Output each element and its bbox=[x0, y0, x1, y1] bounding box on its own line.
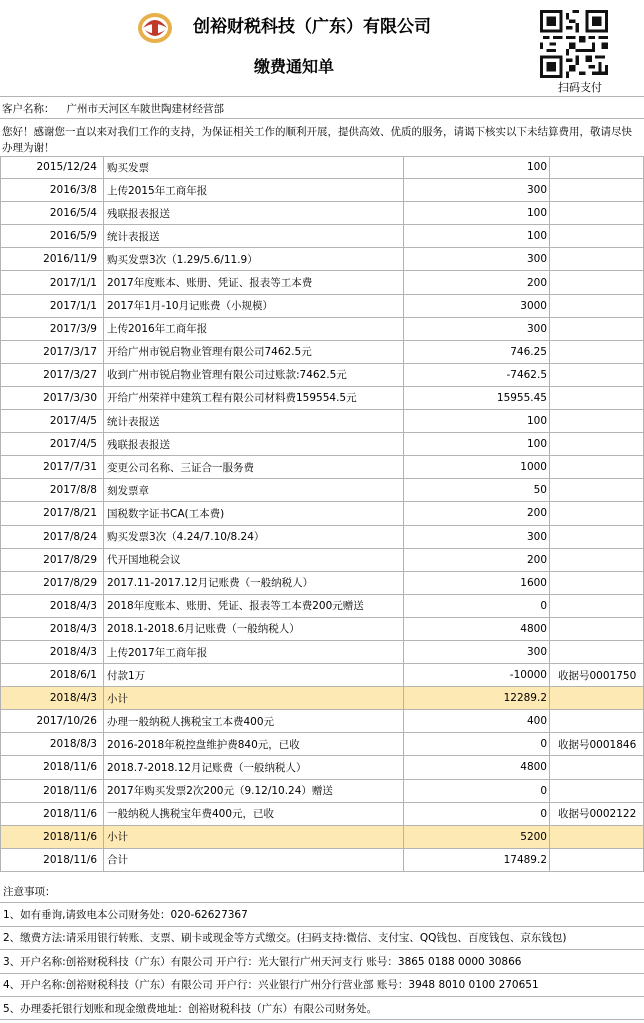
row-amount: 400 bbox=[404, 710, 550, 732]
table-row bbox=[0, 295, 644, 318]
row-description: 合计 bbox=[104, 849, 404, 871]
table-row bbox=[0, 572, 644, 595]
row-receipt-note bbox=[550, 479, 644, 501]
row-amount: 300 bbox=[404, 179, 550, 201]
row-receipt-note bbox=[550, 271, 644, 293]
row-description: 2018年度账本、账册、凭证、报表等工本费200元赠送 bbox=[104, 595, 404, 617]
row-date: 2017/8/24 bbox=[1, 526, 104, 548]
table-row bbox=[0, 271, 644, 294]
row-receipt-note: 收据号0001846 bbox=[558, 738, 637, 751]
row-date: 2018/11/6 bbox=[1, 803, 104, 825]
table-row bbox=[0, 756, 644, 779]
row-description: 2017年1月-10月记账费（小规模） bbox=[104, 295, 404, 317]
table-row bbox=[0, 179, 644, 202]
row-receipt-note bbox=[550, 641, 644, 663]
row-receipt-note bbox=[550, 502, 644, 524]
row-amount: 5200 bbox=[404, 826, 550, 848]
table-row bbox=[0, 318, 644, 341]
row-description: 收到广州市锐启物业管理有限公司过账款:7462.5元 bbox=[104, 364, 404, 386]
row-date: 2018/11/6 bbox=[1, 826, 104, 848]
row-receipt-note bbox=[550, 225, 644, 247]
row-description: 购买发票3次（1.29/5.6/11.9） bbox=[104, 248, 404, 270]
row-receipt-note bbox=[550, 433, 644, 455]
document-title: 缴费通知单 bbox=[254, 57, 335, 76]
note-item: 2、缴费方法:请采用银行转账、支票、刷卡或现金等方式缴交。(扫码支持:微信、支付宝、QQ钱包、百度钱包、京东钱包) bbox=[0, 927, 644, 950]
row-receipt-note bbox=[550, 248, 644, 270]
table-row bbox=[0, 225, 644, 248]
table-row bbox=[0, 641, 644, 664]
table-row bbox=[0, 341, 644, 364]
row-date: 2015/12/24 bbox=[1, 156, 104, 178]
row-amount: 100 bbox=[404, 410, 550, 432]
qr-caption: 扫码支付 bbox=[558, 81, 602, 94]
greeting-text: 您好！感谢您一直以来对我们工作的支持，为保证相关工作的顺利开展，提供高效、优质的服务，请谒下核实以下未结算费用，敬请尽快办理为谢！ bbox=[2, 126, 632, 154]
row-amount: 300 bbox=[404, 318, 550, 340]
row-date: 2017/8/29 bbox=[1, 549, 104, 571]
row-description: 付款1万 bbox=[104, 664, 404, 686]
row-date: 2017/4/5 bbox=[1, 410, 104, 432]
row-amount: 17489.2 bbox=[404, 849, 550, 871]
subtotal-row bbox=[0, 826, 644, 849]
row-receipt-note bbox=[550, 826, 644, 848]
table-row bbox=[0, 849, 644, 872]
row-receipt-note: 收据号0002122 bbox=[558, 808, 637, 821]
note-item: 5、办理委托银行划账和现金缴费地址：创裕财税科技（广东）有限公司财务处。 bbox=[0, 997, 644, 1020]
row-amount: -7462.5 bbox=[404, 364, 550, 386]
row-description: 开给广州荣祥中建筑工程有限公司材料费159554.5元 bbox=[104, 387, 404, 409]
row-date: 2017/3/27 bbox=[1, 364, 104, 386]
row-date: 2018/4/3 bbox=[1, 618, 104, 640]
row-amount: 4800 bbox=[404, 756, 550, 778]
row-date: 2017/10/26 bbox=[1, 710, 104, 732]
row-amount: 300 bbox=[404, 248, 550, 270]
row-description: 上传2016年工商年报 bbox=[104, 318, 404, 340]
row-amount: 100 bbox=[404, 433, 550, 455]
row-receipt-note bbox=[550, 179, 644, 201]
row-description: 一般纳税人携税宝年费400元，已收 bbox=[104, 803, 404, 825]
row-amount: 200 bbox=[404, 502, 550, 524]
row-description: 代开国地税会议 bbox=[104, 549, 404, 571]
row-description: 2018.7-2018.12月记账费（一般纳税人） bbox=[104, 756, 404, 778]
qr-code-icon[interactable] bbox=[540, 10, 608, 78]
row-receipt-note bbox=[550, 410, 644, 432]
row-amount: 100 bbox=[404, 202, 550, 224]
row-description: 统计表报送 bbox=[104, 410, 404, 432]
row-date: 2016/5/4 bbox=[1, 202, 104, 224]
row-receipt-note bbox=[550, 780, 644, 802]
row-date: 2018/11/6 bbox=[1, 756, 104, 778]
row-receipt-note bbox=[550, 364, 644, 386]
notes-heading: 注意事项： bbox=[0, 880, 644, 903]
table-row bbox=[0, 433, 644, 456]
row-date: 2017/4/5 bbox=[1, 433, 104, 455]
row-description: 小计 bbox=[104, 687, 404, 709]
table-row bbox=[0, 595, 644, 618]
table-row bbox=[0, 202, 644, 225]
company-name: 创裕财税科技（广东）有限公司 bbox=[193, 17, 431, 37]
note-item: 1、如有垂询,请致电本公司财务处：020-62627367 bbox=[0, 903, 644, 926]
row-receipt-note bbox=[550, 387, 644, 409]
row-date: 2017/3/17 bbox=[1, 341, 104, 363]
row-amount: 50 bbox=[404, 479, 550, 501]
row-amount: 200 bbox=[404, 271, 550, 293]
table-row bbox=[0, 664, 644, 687]
table-row bbox=[0, 479, 644, 502]
row-amount: 746.25 bbox=[404, 341, 550, 363]
row-amount: 1000 bbox=[404, 456, 550, 478]
row-date: 2016/5/9 bbox=[1, 225, 104, 247]
row-amount: 300 bbox=[404, 526, 550, 548]
row-date: 2018/11/6 bbox=[1, 849, 104, 871]
customer-line bbox=[2, 101, 224, 116]
row-date: 2017/8/29 bbox=[1, 572, 104, 594]
row-date: 2017/1/1 bbox=[1, 271, 104, 293]
row-date: 2017/1/1 bbox=[1, 295, 104, 317]
row-description: 小计 bbox=[104, 826, 404, 848]
table-row bbox=[0, 502, 644, 525]
row-receipt-note bbox=[550, 341, 644, 363]
row-receipt-note bbox=[550, 849, 644, 871]
customer-name: 广州市天河区车陂世陶建材经营部 bbox=[66, 103, 224, 115]
row-receipt-note bbox=[550, 595, 644, 617]
table-row bbox=[0, 733, 644, 756]
row-receipt-note bbox=[550, 687, 644, 709]
row-date: 2018/11/6 bbox=[1, 780, 104, 802]
row-amount: 0 bbox=[404, 733, 550, 755]
subtotal-row bbox=[0, 687, 644, 710]
row-receipt-note bbox=[550, 549, 644, 571]
row-date: 2016/3/8 bbox=[1, 179, 104, 201]
row-receipt-note bbox=[550, 572, 644, 594]
note-item: 4、开户名称:创裕财税科技（广东）有限公司 开户行：兴业银行广州分行营业部 账号：3948 8010 0100 270651 bbox=[0, 974, 644, 997]
row-date: 2017/8/21 bbox=[1, 502, 104, 524]
table-row bbox=[0, 364, 644, 387]
row-description: 办理一般纳税人携税宝工本费400元 bbox=[104, 710, 404, 732]
row-amount: 1600 bbox=[404, 572, 550, 594]
row-amount: 0 bbox=[404, 780, 550, 802]
row-amount: 15955.45 bbox=[404, 387, 550, 409]
row-date: 2016/11/9 bbox=[1, 248, 104, 270]
company-logo bbox=[137, 10, 173, 46]
fee-table bbox=[0, 156, 644, 872]
notes-section bbox=[0, 880, 644, 1020]
row-amount: 100 bbox=[404, 156, 550, 178]
row-date: 2017/7/31 bbox=[1, 456, 104, 478]
row-description: 国税数字证书CA(工本费) bbox=[104, 502, 404, 524]
divider bbox=[0, 96, 644, 97]
row-receipt-note bbox=[550, 618, 644, 640]
row-receipt-note bbox=[550, 456, 644, 478]
table-row bbox=[0, 549, 644, 572]
row-date: 2017/3/30 bbox=[1, 387, 104, 409]
row-receipt-note bbox=[550, 318, 644, 340]
row-description: 统计表报送 bbox=[104, 225, 404, 247]
row-amount: 300 bbox=[404, 641, 550, 663]
table-row bbox=[0, 780, 644, 803]
row-description: 上传2015年工商年报 bbox=[104, 179, 404, 201]
table-row bbox=[0, 803, 644, 826]
table-row bbox=[0, 387, 644, 410]
row-description: 上传2017年工商年报 bbox=[104, 641, 404, 663]
table-row bbox=[0, 526, 644, 549]
customer-label: 客户名称： bbox=[2, 103, 55, 115]
row-receipt-note bbox=[550, 202, 644, 224]
row-description: 变更公司名称、三证合一服务费 bbox=[104, 456, 404, 478]
row-description: 购买发票3次（4.24/7.10/8.24） bbox=[104, 526, 404, 548]
row-receipt-note bbox=[550, 756, 644, 778]
row-receipt-note bbox=[550, 526, 644, 548]
row-date: 2018/6/1 bbox=[1, 664, 104, 686]
row-date: 2018/8/3 bbox=[1, 733, 104, 755]
row-description: 残联报表报送 bbox=[104, 202, 404, 224]
row-amount: 100 bbox=[404, 225, 550, 247]
row-description: 开给广州市锐启物业管理有限公司7462.5元 bbox=[104, 341, 404, 363]
row-description: 2017年度账本、账册、凭证、报表等工本费 bbox=[104, 271, 404, 293]
row-description: 2017.11-2017.12月记账费（一般纳税人） bbox=[104, 572, 404, 594]
table-row bbox=[0, 456, 644, 479]
row-date: 2017/3/9 bbox=[1, 318, 104, 340]
row-amount: 4800 bbox=[404, 618, 550, 640]
row-receipt-note bbox=[550, 156, 644, 178]
row-description: 购买发票 bbox=[104, 156, 404, 178]
table-row bbox=[0, 248, 644, 271]
row-amount: 3000 bbox=[404, 295, 550, 317]
row-amount: 200 bbox=[404, 549, 550, 571]
row-date: 2018/4/3 bbox=[1, 641, 104, 663]
row-amount: 0 bbox=[404, 595, 550, 617]
table-row bbox=[0, 618, 644, 641]
row-receipt-note: 收据号0001750 bbox=[558, 669, 637, 682]
row-receipt-note bbox=[550, 710, 644, 732]
row-date: 2017/8/8 bbox=[1, 479, 104, 501]
note-item: 3、开户名称:创裕财税科技（广东）有限公司 开户行：光大银行广州天河支行 账号：3865 0188 0000 30866 bbox=[0, 950, 644, 973]
table-row bbox=[0, 156, 644, 179]
row-receipt-note bbox=[550, 295, 644, 317]
divider bbox=[0, 118, 644, 119]
row-description: 刻发票章 bbox=[104, 479, 404, 501]
table-row bbox=[0, 410, 644, 433]
row-description: 残联报表报送 bbox=[104, 433, 404, 455]
row-amount: 0 bbox=[404, 803, 550, 825]
row-date: 2018/4/3 bbox=[1, 595, 104, 617]
row-amount: 12289.2 bbox=[404, 687, 550, 709]
row-description: 2016-2018年税控盘维护费840元，已收 bbox=[104, 733, 404, 755]
row-description: 2017年购买发票2次200元（9.12/10.24）赠送 bbox=[104, 780, 404, 802]
row-date: 2018/4/3 bbox=[1, 687, 104, 709]
row-amount: -10000 bbox=[404, 664, 550, 686]
row-description: 2018.1-2018.6月记账费（一般纳税人） bbox=[104, 618, 404, 640]
table-row bbox=[0, 710, 644, 733]
